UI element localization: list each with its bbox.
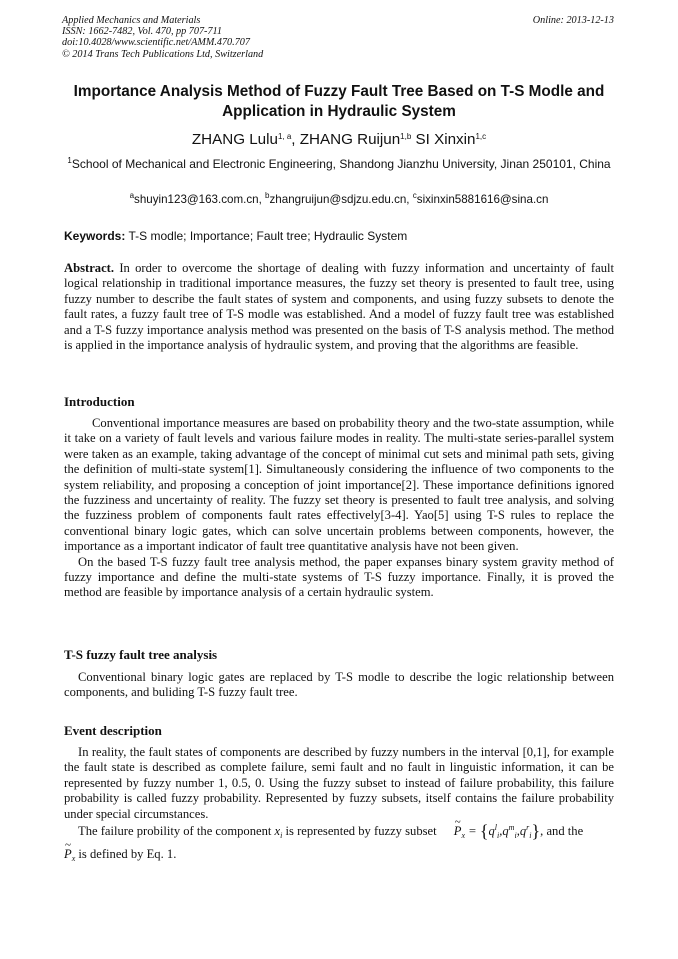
event-p2-text-a: The failure probility of the component <box>78 824 275 839</box>
author-3-sup: 1,c <box>475 132 487 141</box>
journal-name: Applied Mechanics and Materials <box>62 15 201 26</box>
issn-line: ISSN: 1662-7482, Vol. 470, pp 707-711 <box>62 26 222 38</box>
math-p2-symbol: ~ P <box>64 847 72 862</box>
author-2-sup: 1,b <box>400 132 412 141</box>
email-c[interactable]: sixinxin5881616@sina.cn <box>416 193 549 206</box>
title-line-2: Application in Hydraulic System <box>222 102 456 120</box>
event-p3-text: is defined by Eq. 1. <box>75 847 177 862</box>
math-q1: q <box>488 824 495 839</box>
math-equals: = <box>465 824 480 839</box>
author-1: ZHANG Lulu <box>191 131 278 148</box>
event-paragraph-3 <box>64 847 614 866</box>
ts-paragraph-1: Conventional binary logic gates are replaced by T-S modle to describe the logic relationship between components, and buliding T-S fuzzy fault tree. <box>64 670 614 700</box>
math-q3-sub: i <box>529 831 532 841</box>
event-p2-text-b: is represented by fuzzy subset <box>282 824 440 839</box>
math-x-symbol: x <box>274 824 281 839</box>
event-p2-text-c: , and the <box>540 824 584 839</box>
section-heading-introduction: Introduction <box>64 394 135 409</box>
email-a-sup: a <box>129 191 135 200</box>
math-p-tilde-2 <box>64 847 76 864</box>
math-fuzzy-subset: ~ $P_x = \{q^l_i,q^m_i,q^r_i\}$ <box>440 824 540 838</box>
email-b-sup: b <box>265 191 270 200</box>
math-q1-sub: i <box>496 831 500 841</box>
math-p-sub: x <box>461 831 466 841</box>
math-sep-1: , <box>499 824 503 839</box>
author-3: SI Xinxin <box>411 131 476 148</box>
affiliation <box>62 156 616 172</box>
ts-body <box>64 670 614 701</box>
math-q2-sup: m <box>508 823 515 833</box>
doi-line: doi:10.4028/www.scientific.net/AMM.470.707 <box>62 37 250 49</box>
event-paragraph-2 <box>64 821 614 843</box>
math-q2: q <box>502 824 509 839</box>
author-list <box>40 131 638 148</box>
online-date: Online: 2013-12-13 <box>532 15 614 26</box>
copyright-line: © 2014 Trans Tech Publications Ltd, Switzerland <box>62 48 264 60</box>
email-a[interactable]: shuyin123@163.com.cn, <box>134 193 266 206</box>
intro-paragraph-2: On the based T-S fuzzy fault tree analysis method, the paper expanses binary system gravity method of fuzzy importance and define the multi-state systems of T-S fuzzy importance. Finally, it is proved the method are feasible by importance analysis of a certain hydraulic system. <box>64 554 614 600</box>
introduction-body <box>64 416 614 601</box>
intro-paragraph-1: Conventional importance measures are based on probability theory and the two-state assumption, while it take on a variety of fault levels and various failure modes in reality. The multi-state series-parallel system were taken as an example, taking advantage of the concept of minimal cut sets and minimal path sets, giving the definition of multi-state system[1]. Simultaneously considering the influence of two components to the system reliability, and proposing a conception of joint importance[2]. These importance definitions ignored the fuzziness and uncertainty of reality. The fuzzy set theory is presented to fault tree analysis, and solving the fuzziness problem of components fault rates effectively[3-4]. Yao[5] using T-S rules to replace the conventional binary logic gates, which can solve uncertain problems between components, however, the importance as a important indicator of fault tree quantitative analysis have not been given. <box>64 416 614 554</box>
math-q3-sup: r <box>526 823 530 833</box>
author-emails <box>40 193 638 206</box>
title-line-1: Importance Analysis Method of Fuzzy Fault Tree Based on T-S Modle and <box>73 83 605 100</box>
affiliation-text: School of Mechanical and Electronic Engineering, Shandong Jianzhu University, Jinan 250101, China <box>71 157 611 171</box>
author-1-sup: 1, a <box>277 132 292 141</box>
math-p-tilde: ~ P <box>440 824 462 839</box>
affiliation-sup: 1 <box>67 156 72 165</box>
math-q2-sub: i <box>514 831 517 841</box>
section-heading-ts: T-S fuzzy fault tree analysis <box>64 647 218 662</box>
journal-metadata <box>62 15 263 60</box>
abstract-label: Abstract. <box>64 261 115 275</box>
event-body <box>64 745 614 867</box>
author-2: , ZHANG Ruijun <box>291 131 401 148</box>
section-heading-event: Event description <box>64 723 162 738</box>
abstract-text: In order to overcome the shortage of dealing with fuzzy information and uncertainty of fault logical relationship in traditional importance measures, the fuzzy set theory is presented to fault tree, using fuzzy number to describe the fault states of system and components, and using fuzzy subsets to denote the fault rates, a fuzzy fault tree of T-S modle was established. And a model of fuzzy fault tree was established and a T-S fuzzy importance analysis method was presented on the basis of T-S analysis method. The method is applied in the importance analysis of hydraulic system, and proving that the algorithms are feasible. <box>64 261 614 353</box>
keywords-text: T-S modle; Importance; Fault tree; Hydraulic System <box>125 229 408 243</box>
math-p2-sub: x <box>71 854 76 864</box>
math-x-sub: i <box>280 831 283 841</box>
email-c-sup: c <box>412 191 417 200</box>
event-paragraph-1: In reality, the fault states of components are described by fuzzy numbers in the interval [0,1], for example the fault state is described as complete failure, semi fault and no fault in linguistic information, it can be represented by fuzzy number 1, 0.5, 0. Using the fuzzy subset to instead of failure probability, this failure probability is called fuzzy probability. Represented by fuzzy subsets, itself contains the failure probability under special circumstances. <box>64 745 614 821</box>
paper-title <box>55 82 623 121</box>
keywords <box>64 229 407 243</box>
email-b[interactable]: zhangruijun@sdjzu.edu.cn, <box>269 193 413 206</box>
math-sep-2: , <box>516 824 520 839</box>
math-q3: q <box>519 824 527 839</box>
math-q1-sup: l <box>494 823 497 833</box>
keywords-label: Keywords: <box>64 229 126 243</box>
abstract <box>64 261 614 353</box>
